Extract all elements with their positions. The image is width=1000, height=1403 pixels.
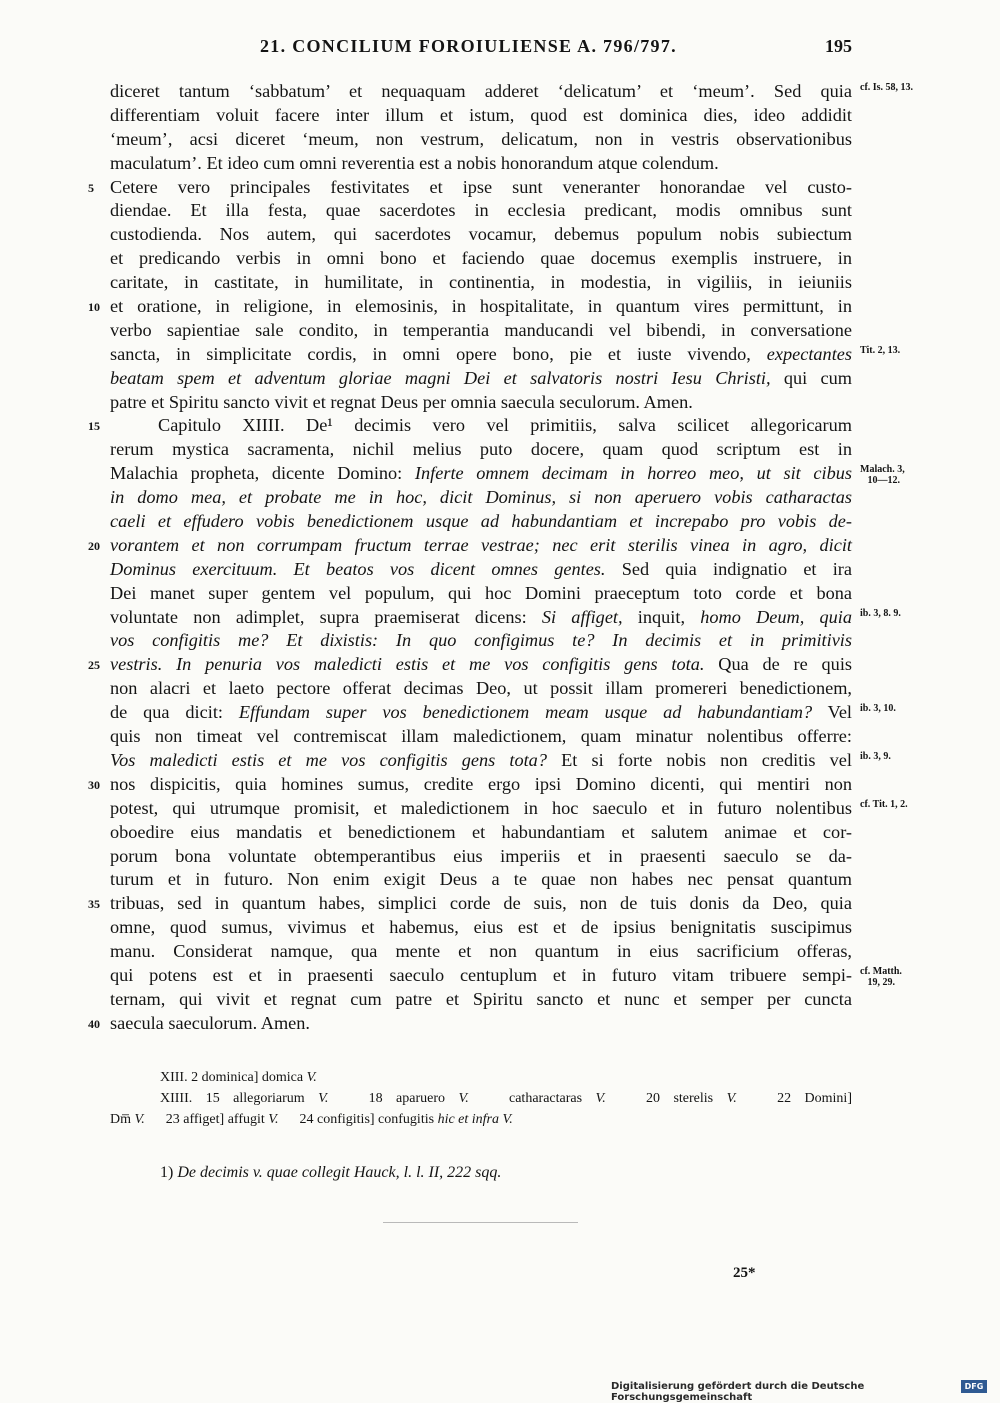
line-text: saecula saeculorum. Amen. — [110, 1012, 311, 1033]
apparatus-line: XIIII. 15 allegoriarum V. 18 aparuero V. catharactaras V. 20 sterelis V. 22 Domini] — [160, 1091, 852, 1106]
text-line — [110, 223, 852, 247]
line-text: patre et Spiritu sancto vivit et regnat Deus per omnia saecula seculorum. Amen. — [110, 391, 693, 412]
line-text: ternam, qui vivit et regnat cum patre et Spiritu sancto et nunc et semper per cuncta — [110, 988, 852, 1009]
marginal-reference: cf. Tit. 1, 2. — [860, 798, 908, 810]
funding-credit: Digitalisierung gefördert durch die Deutsche Forschungsgemeinschaft — [611, 1381, 865, 1403]
text-line — [88, 653, 853, 677]
text-line — [88, 534, 852, 558]
line-number: 5 — [88, 180, 94, 195]
line-text: verbo sapientiae sale condito, in temperantia manducandi vel bibendi, in conversatione — [110, 319, 852, 340]
running-header — [110, 36, 852, 60]
marginal-reference: ib. 3, 8. 9. — [860, 607, 901, 619]
line-text: quis non timeat vel contremiscat illam maledictionem, quam minatur nolentibus offerre: — [110, 726, 852, 747]
text-line — [110, 343, 901, 367]
line-number: 30 — [88, 777, 100, 792]
marginal-reference: cf. Matth. 19, 29. — [860, 965, 902, 988]
line-text: nos dispicitis, quia homines sumus, credite ergo ipsi Domino dicenti, qui mentiri non — [110, 773, 852, 794]
text-line — [110, 629, 852, 653]
line-number: 10 — [88, 300, 100, 315]
running-title: 21. CONCILIUM FOROIULIENSE A. 796/797. — [260, 36, 677, 56]
critical-apparatus — [110, 1067, 852, 1130]
text-line — [110, 845, 852, 869]
line-text: beatam spem et adventum gloriae magni Dei et salvatoris nostri Iesu Christi, qui cum — [110, 367, 852, 388]
text-line — [110, 701, 896, 725]
footnote: 1) De decimis v. quae collegit Hauck, l. l. II, 222 sqq. — [160, 1164, 502, 1181]
sheet-signature: 25* — [733, 1265, 756, 1281]
text-line — [88, 295, 852, 319]
text-line — [110, 128, 852, 152]
apparatus-line: XIII. 2 dominica] domica V. — [160, 1070, 317, 1085]
line-text: qui potens est et in praesenti saeculo centuplum et in futuro vitam tribuere sempi- — [110, 964, 852, 985]
line-number: 35 — [88, 897, 100, 912]
line-text: maculatum’. Et ideo cum omni reverentia est a nobis honorandum atque colendum. — [110, 152, 719, 173]
text-line — [110, 558, 852, 582]
line-text: Cetere vero principales festivitates et ipse sunt veneranter honorandae vel custo- — [110, 176, 852, 197]
line-number: 25 — [88, 658, 100, 673]
marginal-reference: Tit. 2, 13. — [860, 344, 901, 356]
text-line — [110, 104, 852, 128]
text-line — [88, 892, 852, 916]
text-line — [110, 438, 852, 462]
line-text: manu. Considerat namque, qua mente et non quantum in eius sacrificium offeras, — [110, 941, 852, 962]
line-text: et predicando verbis in omni bono et faciendo quae docemus exemplis instruere, in — [110, 248, 852, 269]
text-line — [110, 271, 852, 295]
separator-rule — [383, 1222, 578, 1223]
text-line — [110, 462, 905, 487]
text-line — [110, 486, 852, 510]
text-line — [88, 176, 852, 200]
marginal-reference: ib. 3, 10. — [860, 703, 896, 715]
text-line — [88, 1012, 852, 1036]
marginal-reference: ib. 3, 9. — [860, 750, 891, 762]
text-line — [110, 988, 852, 1012]
text-line — [110, 367, 852, 391]
text-line — [110, 797, 908, 821]
line-text: vestris. In penuria vos maledicti estis et me vos configitis gens tota. Qua de re quis — [110, 654, 853, 675]
line-text: sancta, in simplicitate cordis, in omni opere bono, pie et iuste vivendo, expectantes — [110, 343, 852, 364]
text-line — [110, 247, 852, 271]
text-line — [110, 725, 852, 749]
line-text: Malachia propheta, dicente Domino: Inferte omnem decimam in horreo meo, ut sit cibus — [110, 463, 852, 484]
text-line — [110, 199, 852, 223]
line-text: diendae. Et illa festa, quae sacerdotes in ecclesia predicant, modis omnibus sunt — [110, 200, 852, 221]
page-number: 195 — [825, 36, 852, 56]
line-text: voluntate non adimplet, supra praemiserat dicens: Si affiget, inquit, homo Deum, quia — [110, 606, 852, 627]
text-line — [110, 940, 852, 964]
text-line — [110, 916, 852, 940]
line-text: caeli et effudero vobis benedictionem usque ad habundantiam et increpabo pro vobis de- — [110, 511, 852, 532]
main-text — [88, 80, 914, 1036]
line-text: vorantem et non corrumpam fructum terrae vestrae; nec erit sterilis vinea in agro, dicit — [110, 534, 852, 555]
text-line — [110, 319, 852, 343]
text-line — [110, 80, 914, 104]
line-text: Dei manet super gentem vel populum, qui hoc Domini praeceptum toto corde et bona — [110, 582, 852, 603]
apparatus-line: Dm̅ V. 23 affiget] affugit V. 24 configitis] confugitis hic et infra V. — [110, 1112, 513, 1127]
line-text: Capitulo XIIII. De¹ decimis vero vel primitiis, salva scilicet allegoricarum — [158, 415, 852, 436]
line-text: diceret tantum ‘sabbatum’ et nequaquam adderet ‘delicatum’ et ‘meum’. Sed quia — [110, 81, 852, 101]
text-line — [110, 677, 852, 701]
line-text: custodienda. Nos autem, qui sacerdotes vocamur, debemus populum nobis subiectum — [110, 224, 852, 245]
text-line — [110, 606, 901, 630]
marginal-reference: Malach. 3, 10—12. — [860, 464, 905, 487]
text-line — [110, 868, 852, 892]
text-line — [110, 964, 902, 988]
dfg-logo-icon: DFG — [961, 1380, 987, 1393]
line-text: vos configitis me? Et dixistis: In quo configimus te? In decimis et in primitivis — [110, 630, 852, 651]
line-text: tribuas, sed in quantum habes, simplici corde de suis, non de tuis donis da Deo, quia — [110, 893, 852, 914]
line-number: 15 — [88, 419, 100, 434]
marginal-reference: cf. Is. 58, 13. — [860, 82, 914, 93]
line-text: caritate, in castitate, in humilitate, in continentia, in modestia, in vigiliis, in ieiuniis — [110, 272, 852, 293]
line-text: et oratione, in religione, in elemosinis, in hospitalitate, in quantum vires permittunt, in — [110, 296, 852, 317]
line-text: in domo mea, et probate me in hoc, dicit Dominus, si non aperuero vobis catharactas — [110, 487, 852, 508]
line-text: ‘meum’, acsi diceret ‘meum, non vestrum, delicatum, non in vestris observationibus — [110, 128, 852, 149]
line-text: Dominus exercituum. Et beatos vos dicent omnes gentes. Sed quia indignatio et ira — [110, 558, 852, 579]
text-line — [110, 582, 852, 606]
text-line — [110, 749, 891, 773]
line-text: potest, qui utrumque promisit, et maledictionem in hoc saeculo et in futuro nolentibus — [110, 797, 852, 818]
text-line — [110, 152, 852, 176]
line-text: rerum mystica sacramenta, nichil melius puto docere, quam quod scriptum est in — [110, 439, 852, 460]
line-number: 20 — [88, 538, 100, 553]
line-text: omne, quod sumus, vivimus et habemus, eius est et de ipsius benignitatis suscipimus — [110, 917, 852, 938]
text-line — [110, 510, 852, 534]
text-line — [88, 414, 852, 438]
line-text: de qua dicit: Effundam super vos benedictionem meam usque ad habundantiam? Vel — [110, 702, 853, 723]
line-number: 40 — [88, 1016, 100, 1031]
text-line — [88, 773, 852, 797]
line-text: differentiam voluit facere inter illum et istum, quod est dominica dies, ideo addidit — [110, 104, 852, 125]
text-line — [110, 821, 852, 845]
line-text: turum et in futuro. Non enim exigit Deus a te quae non habes nec pensat quantum — [110, 869, 852, 890]
line-text: oboedire eius mandatis et benedictionem et habundantiam et salutem animae et cor- — [110, 821, 852, 842]
line-text: Vos maledicti estis et me vos configitis gens tota? Et si forte nobis non creditis vel — [110, 749, 852, 770]
text-line — [110, 391, 852, 415]
line-text: porum bona voluntate obtemperantibus eius imperiis et in praesenti saeculo se da- — [110, 845, 852, 866]
line-text: non alacri et laeto pectore offerat decimas Deo, ut possit illam promereri benedictionem, — [110, 678, 852, 699]
